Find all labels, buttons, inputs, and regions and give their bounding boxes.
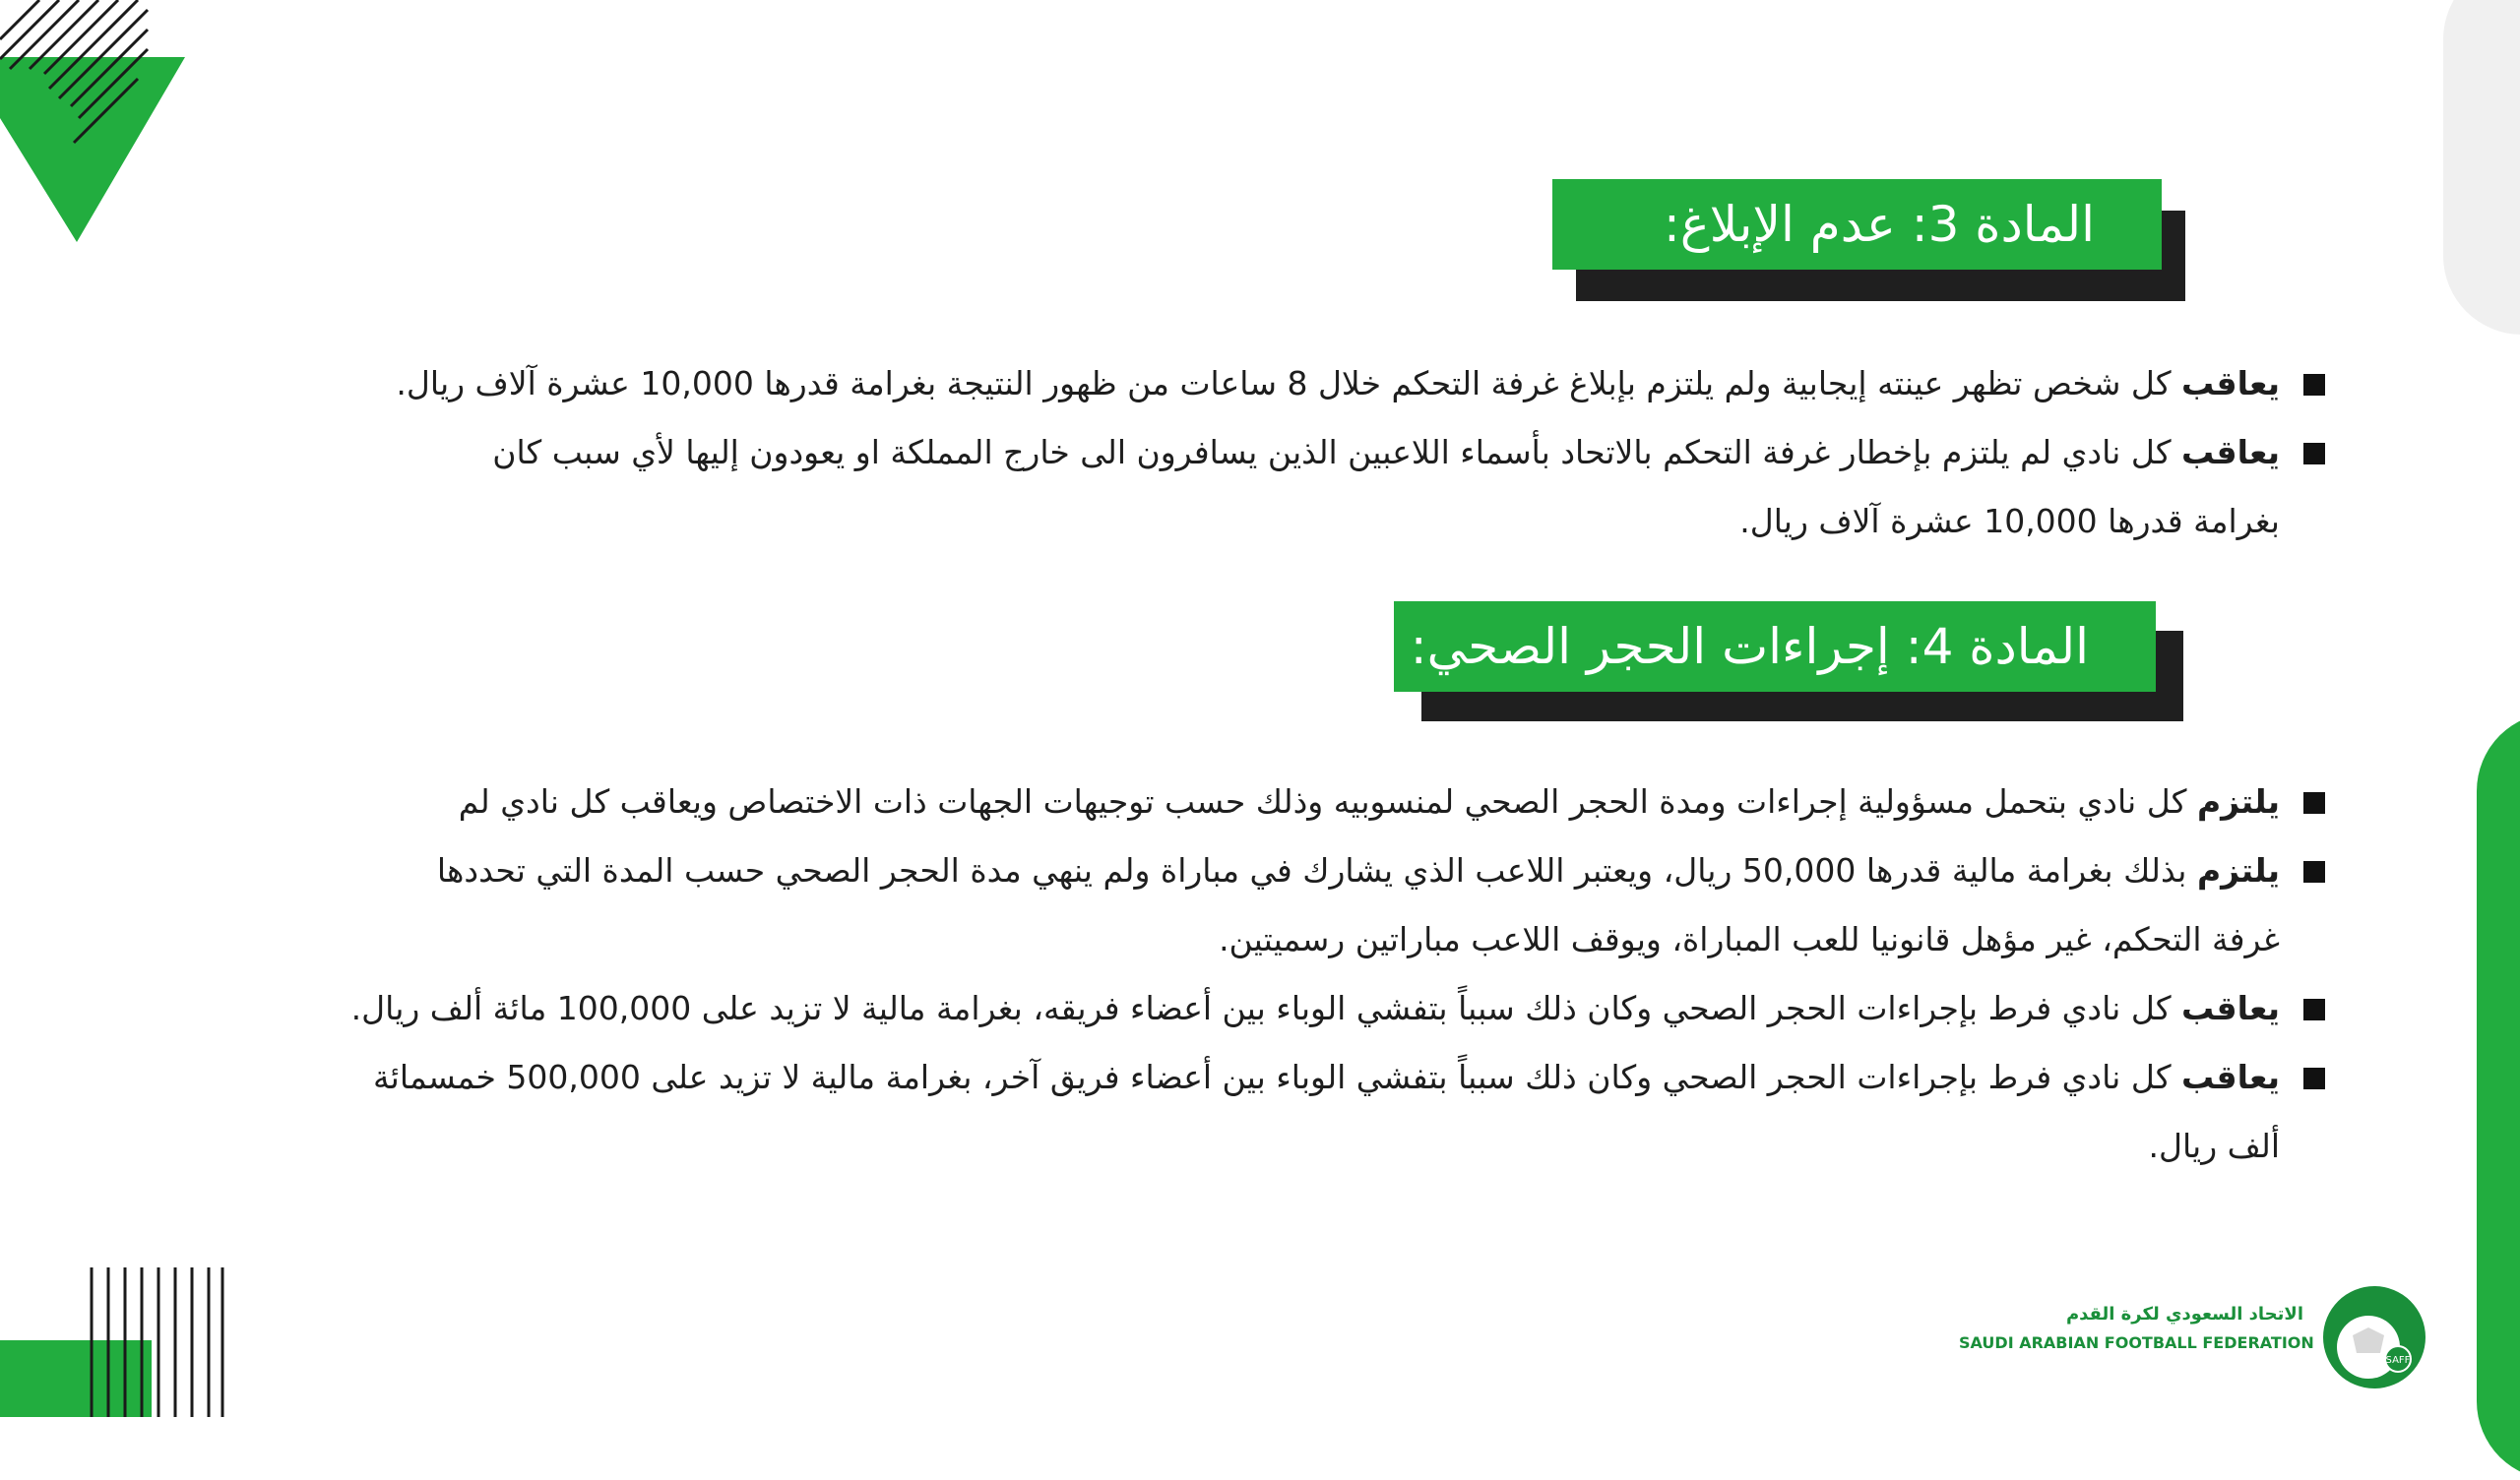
item-lead: يعاقب xyxy=(2181,989,2280,1027)
article-3-item-2 xyxy=(492,418,2280,556)
item-lead: يعاقب xyxy=(2181,433,2280,471)
article-3-item-1 xyxy=(396,349,2280,418)
item-text: كل نادي فرط بإجراءات الحجر الصحي وكان ذلك سبباً بتفشي الوباء بين أعضاء فريق آخر، بغرامة مالية لا تزيد على 500,000 خمسمائة xyxy=(372,1058,2172,1096)
item-lead: يلتزم xyxy=(2196,782,2280,821)
item-text: كل نادي فرط بإجراءات الحجر الصحي وكان ذلك سبباً بتفشي الوباء بين أعضاء فريقه، بغرامة مالية لا تزيد على 100,000 مائة ألف ريال. xyxy=(350,989,2172,1027)
article-4-title: المادة 4: إجراءات الحجر الصحي: xyxy=(1394,601,2156,692)
bullet-square-icon xyxy=(2303,861,2325,883)
item-text: كل نادي لم يلتزم بإخطار غرفة التحكم بالاتحاد بأسماء اللاعبين الذين يسافرون الى خارج المملكة او يعودون إليها لأي سبب كان xyxy=(492,433,2172,471)
bullet-square-icon xyxy=(2303,1068,2325,1089)
decorative-panel-right-top xyxy=(2443,0,2520,335)
item-text-continued: ألف ريال. xyxy=(2148,1127,2280,1165)
bullet-square-icon xyxy=(2303,999,2325,1020)
bullet-square-icon xyxy=(2303,443,2325,464)
bullet-square-icon xyxy=(2303,374,2325,396)
item-text: كل نادي بتحمل مسؤولية إجراءات ومدة الحجر الصحي لمنسوبيه وذلك حسب توجيهات الجهات ذات الاختصاص ويعاقب كل نادي لم xyxy=(458,782,2187,821)
item-text: كل شخص تظهر عينته إيجابية ولم يلتزم بإبلاغ غرفة التحكم خلال 8 ساعات من ظهور النتيجة بغرامة قدرها 10,000 عشرة آلاف ريال. xyxy=(396,364,2172,402)
article-3-heading xyxy=(1552,179,2162,270)
article-4-item-4 xyxy=(373,1043,2280,1181)
saff-emblem-icon xyxy=(2313,1276,2431,1394)
item-text: بذلك بغرامة مالية قدرها 50,000 ريال، ويعتبر اللاعب الذي يشارك في مباراة ولم ينهي مدة الحجر الصحي حسب المدة التي تحددها xyxy=(436,851,2187,890)
decorative-triangle-top-left xyxy=(0,0,197,256)
bullet-square-icon xyxy=(2303,792,2325,814)
decorative-bar-right-bottom xyxy=(2477,712,2520,1480)
emblem-text: SAFF xyxy=(2385,1355,2411,1366)
federation-name-english: SAUDI ARABIAN FOOTBALL FEDERATION xyxy=(1959,1333,2314,1352)
item-lead: يعاقب xyxy=(2181,364,2280,402)
decorative-stripes-bottom-left xyxy=(0,1260,236,1417)
item-lead: يعاقب xyxy=(2181,1058,2280,1096)
item-text-continued: بغرامة قدرها 10,000 عشرة آلاف ريال. xyxy=(1739,502,2280,540)
item-text-continued: غرفة التحكم، غير مؤهل قانونيا للعب المباراة، ويوقف اللاعب مباراتين رسميتين. xyxy=(1219,920,2280,958)
item-lead: يلتزم xyxy=(2196,851,2280,890)
article-4-item-1 xyxy=(459,768,2280,836)
article-4-item-2 xyxy=(437,836,2280,974)
article-4-item-3 xyxy=(351,974,2280,1043)
article-3-title: المادة 3: عدم الإبلاغ: xyxy=(1552,179,2162,270)
article-4-heading xyxy=(1394,601,2156,692)
federation-name-arabic: الاتحاد السعودي لكرة القدم xyxy=(2065,1304,2303,1325)
